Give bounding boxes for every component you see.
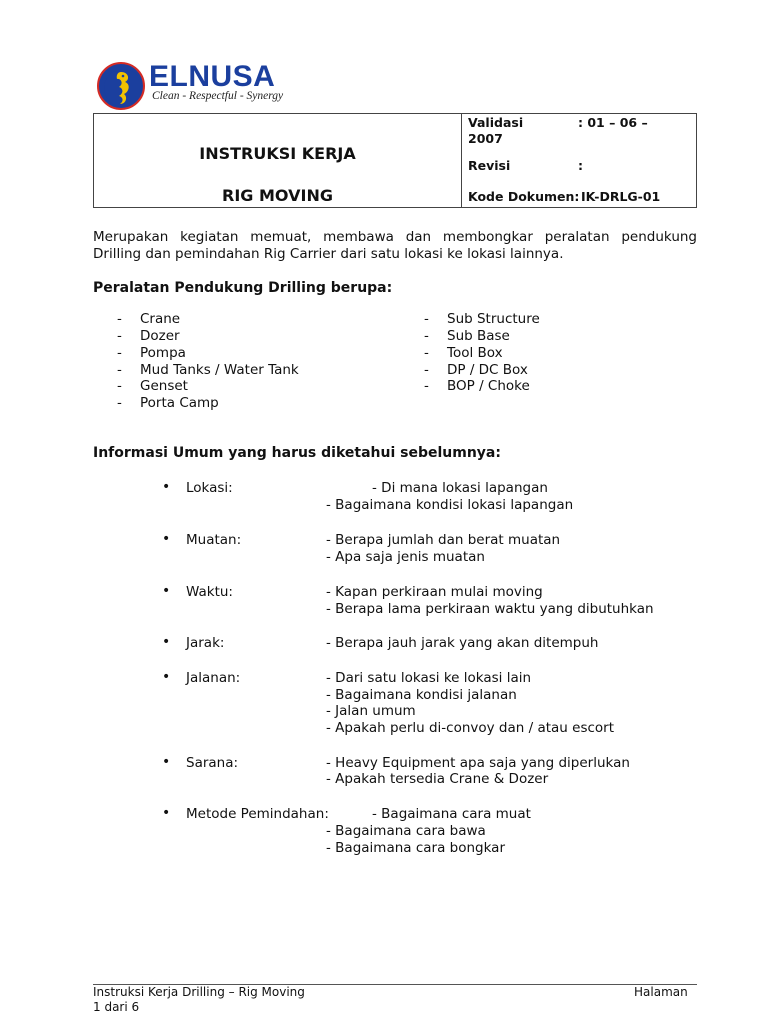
info-value: - Bagaimana kondisi lokasi lapangan [326, 497, 574, 513]
info-value: - Apakah perlu di-convoy dan / atau escort [326, 720, 615, 736]
info-label: Jalanan: [186, 670, 241, 686]
equipment-heading: Peralatan Pendukung Drilling berupa: [93, 280, 393, 296]
bullet-icon: • [162, 583, 171, 599]
list-dash: - [424, 345, 429, 361]
list-item: Sub Base [447, 328, 510, 344]
logo-tagline: Clean - Respectful - Synergy [152, 90, 284, 102]
list-dash: - [117, 395, 122, 411]
list-item: Porta Camp [140, 395, 219, 411]
list-dash: - [117, 378, 122, 394]
list-dash: - [117, 311, 122, 327]
info-value: - Kapan perkiraan mulai moving [326, 584, 543, 600]
info-label: Metode Pemindahan: [186, 806, 329, 822]
validasi-year: 2007 [468, 131, 503, 146]
info-value: - Jalan umum [326, 703, 416, 719]
list-item: BOP / Choke [447, 378, 530, 394]
info-value: - Bagaimana cara bongkar [326, 840, 506, 856]
bullet-icon: • [162, 531, 171, 547]
list-item: Mud Tanks / Water Tank [140, 362, 299, 378]
list-item: Sub Structure [447, 311, 540, 327]
info-label: Jarak: [186, 635, 225, 651]
info-label: Waktu: [186, 584, 233, 600]
validasi-value: : 01 – 06 – [578, 115, 648, 130]
info-value: - Berapa lama perkiraan waktu yang dibutuhkan [326, 601, 654, 617]
list-dash: - [424, 362, 429, 378]
info-heading: Informasi Umum yang harus diketahui sebelumnya: [93, 445, 501, 461]
revisi-value: : [578, 158, 583, 173]
list-dash: - [117, 345, 122, 361]
info-value: - Heavy Equipment apa saja yang diperlukan [326, 755, 630, 771]
info-label: Sarana: [186, 755, 239, 771]
info-value: - Bagaimana cara bawa [326, 823, 486, 839]
list-item: DP / DC Box [447, 362, 528, 378]
kode-dokumen-label: Kode Dokumen: [468, 189, 580, 204]
info-value: - Dari satu lokasi ke lokasi lain [326, 670, 532, 686]
bullet-icon: • [162, 754, 171, 770]
info-value: - Di mana lokasi lapangan [372, 480, 548, 496]
footer-page-number: 1 dari 6 [93, 1000, 140, 1014]
info-value: - Berapa jumlah dan berat muatan [326, 532, 561, 548]
bullet-icon: • [162, 479, 171, 495]
footer-page-label: Halaman [634, 985, 688, 999]
info-value: - Apakah tersedia Crane & Dozer [326, 771, 549, 787]
document-title: INSTRUKSI KERJA [199, 144, 356, 163]
kode-dokumen-value: IK-DRLG-01 [581, 189, 661, 204]
company-logo [97, 62, 327, 112]
logo-wordmark: ELNUSA [149, 60, 276, 93]
validasi-label: Validasi [468, 115, 524, 130]
list-item: Pompa [140, 345, 186, 361]
info-value: - Apa saja jenis muatan [326, 549, 485, 565]
document-subtitle: RIG MOVING [222, 186, 333, 205]
bullet-icon: • [162, 669, 171, 685]
revisi-label: Revisi [468, 158, 511, 173]
info-label: Lokasi: [186, 480, 233, 496]
header-title-cell [94, 114, 462, 207]
info-value: - Bagaimana cara muat [372, 806, 531, 822]
list-item: Tool Box [447, 345, 503, 361]
footer-document-title: Instruksi Kerja Drilling – Rig Moving [93, 985, 305, 999]
intro-line-2: Drilling dan pemindahan Rig Carrier dari satu lokasi ke lokasi lainnya. [93, 246, 564, 262]
seahorse-emblem-icon [97, 62, 145, 110]
bullet-icon: • [162, 634, 171, 650]
document-header-table [93, 113, 697, 208]
info-label: Muatan: [186, 532, 242, 548]
info-value: - Berapa jauh jarak yang akan ditempuh [326, 635, 599, 651]
bullet-icon: • [162, 805, 171, 821]
list-item: Genset [140, 378, 188, 394]
list-dash: - [117, 328, 122, 344]
list-item: Crane [140, 311, 181, 327]
list-item: Dozer [140, 328, 180, 344]
list-dash: - [117, 362, 122, 378]
list-dash: - [424, 378, 429, 394]
info-value: - Bagaimana kondisi jalanan [326, 687, 517, 703]
intro-line-1: Merupakan kegiatan memuat, membawa dan membongkar peralatan pendukung [93, 229, 697, 245]
list-dash: - [424, 328, 429, 344]
list-dash: - [424, 311, 429, 327]
